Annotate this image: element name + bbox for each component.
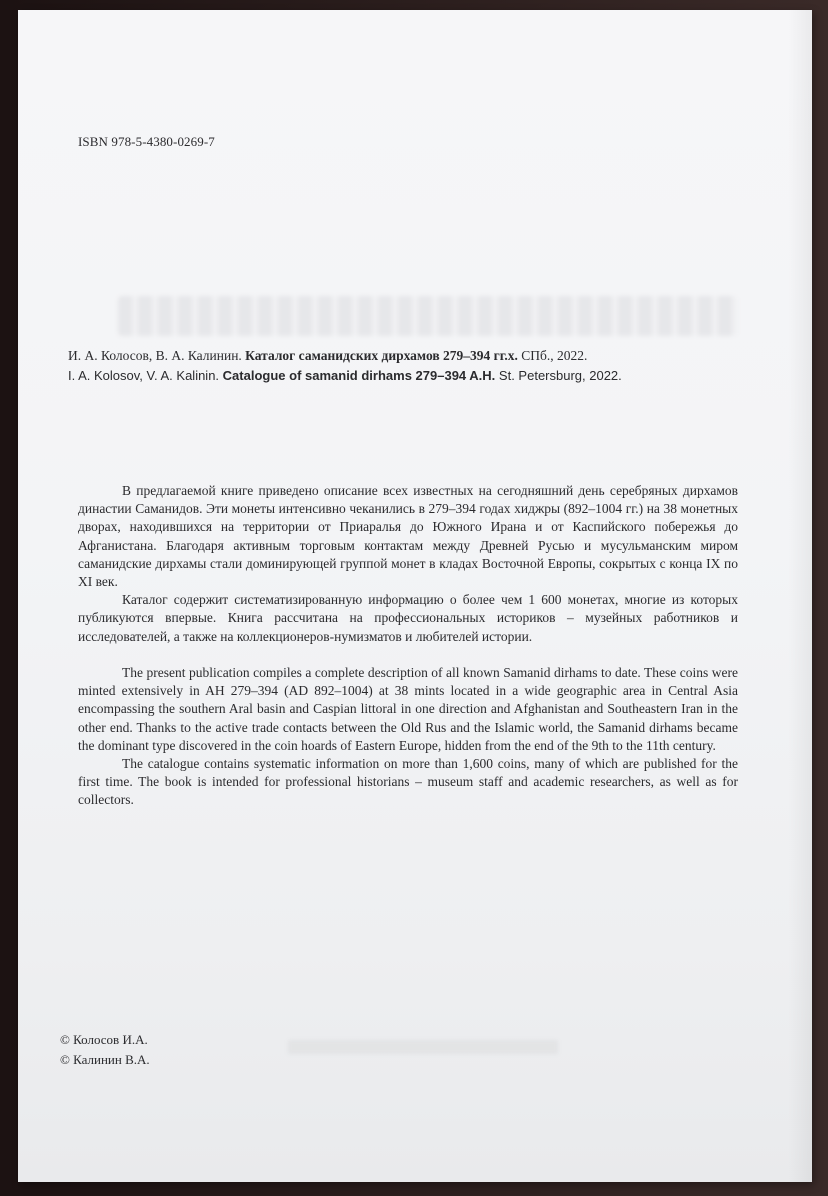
- show-through-text-bottom: [288, 1040, 558, 1054]
- show-through-text-top: [118, 296, 738, 336]
- citation-en-imprint: St. Petersburg, 2022.: [498, 368, 622, 383]
- copyright-notice: [60, 1030, 150, 1070]
- abstract-en-paragraph-2: The catalogue contains systematic information on more than 1,600 coins, many of which are published for the first time. The book is intended for professional historians – museum staff and academic researchers, as well as for collectors.: [78, 756, 738, 808]
- citation-ru: [68, 346, 728, 366]
- abstract-en-paragraph-1: The present publication compiles a complete description of all known Samanid dirhams to date. These coins were minted extensively in AH 279–394 (AD 892–1004) at 38 mints located in a wide geographic area in Central Asia encompassing the southern Aral basin and Caspian littoral in one direction and Afghanistan and Southeastern Iran in the other end. Thanks to the active trade contacts between the Old Rus and the Islamic world, the Samanid dirhams became the dominant type discovered in the coin hoards of Eastern Europe, hidden from the end of the 9th to the 11th century.: [78, 665, 738, 753]
- copyright-line-2: © Калинин В.А.: [60, 1052, 150, 1067]
- abstract-english: [78, 664, 738, 810]
- citation-ru-authors: И. А. Колосов, В. А. Калинин.: [68, 348, 242, 363]
- citation-ru-imprint: СПб., 2022.: [521, 348, 588, 363]
- citation-ru-title: Каталог саманидских дирхамов 279–394 гг.х.: [245, 348, 518, 363]
- abstract-ru-paragraph-1: В предлагаемой книге приведено описание всех известных на сегодняшний день серебряных дирхамов династии Саманидов. Эти монеты интенсивно чеканились в 279–394 годах хиджры (892–1004 гг.) на 38 монетных дворах, находившихся на территории от Приаралья до Южного Ирана и от Каспийского побережья до Афганистана. Благодаря активным торговым контактам между Древней Русью и мусульманским миром саманидские дирхамы стали доминирующей группой монет в кладах Восточной Европы, сокрытых с конца IX по XI век.: [78, 483, 738, 590]
- citation-en: [68, 366, 728, 386]
- book-page: [18, 10, 812, 1182]
- citation-en-authors: I. A. Kolosov, V. A. Kalinin.: [68, 368, 220, 383]
- copyright-line-1: © Колосов И.А.: [60, 1032, 148, 1047]
- abstract-ru-paragraph-2: Каталог содержит систематизированную информацию о более чем 1 600 монетах, многие из которых публикуются впервые. Книга рассчитана на профессиональных историков – музейных работников и исследователей, а также на коллекционеров-нумизматов и любителей истории.: [78, 592, 738, 644]
- isbn: ISBN 978-5-4380-0269-7: [78, 134, 215, 149]
- bibliographic-citation: [68, 346, 728, 386]
- abstract-russian: [78, 482, 738, 646]
- citation-en-title: Catalogue of samanid dirhams 279–394 A.H.: [222, 368, 496, 383]
